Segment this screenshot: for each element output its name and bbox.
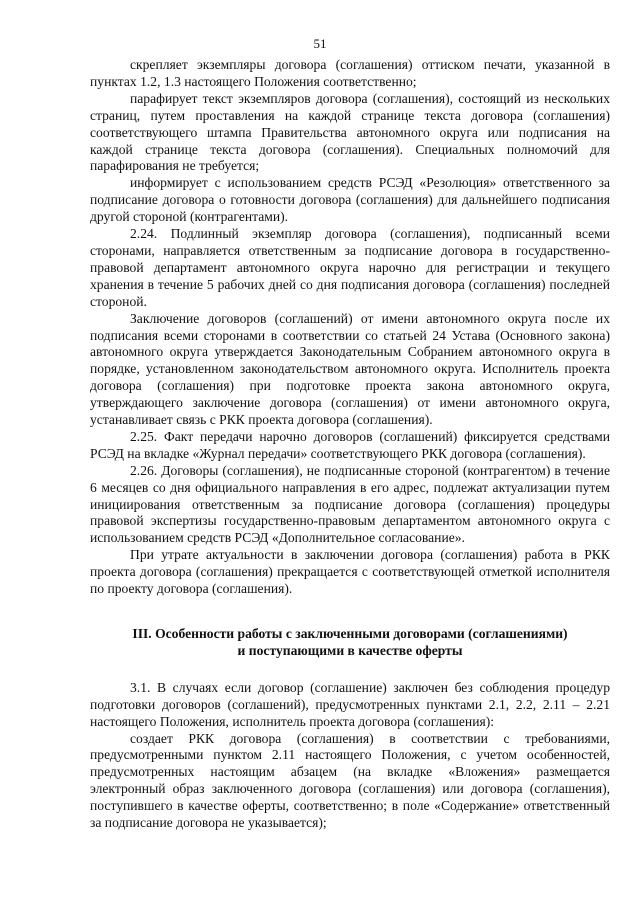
- section-heading-line: III. Особенности работы с заключенными договорами (соглашениями): [132, 626, 568, 641]
- paragraph: 3.1. В случаях если договор (соглашение) заключен без соблюдения процедур подготовки договоров (соглашений), предусмотренных пунктами 2.1, 2.2, 2.11 – 2.21 настоящего Положения, исполнитель проекта договора (соглашения):: [90, 679, 610, 729]
- paragraph: создает РКК договора (соглашения) в соответствии с требованиями, предусмотренными пунктом 2.11 настоящего Положения, с учетом особенностей, предусмотренных настоящим абзацем (на вкладке «Вложения» размещается электронный образ заключенного договора (соглашения) или договора (соглашения), поступившего в качестве оферты, соответственно; в поле «Содержание» ответственный за подписание договора не указывается);: [90, 730, 610, 831]
- document-body: [90, 57, 610, 832]
- paragraph: Заключение договоров (соглашений) от имени автономного округа после их подписания всеми сторонами в соответствии со статьей 24 Устава (Основного закона) автономного округа утверждается Законодательным Собранием автономного округа в порядке, установленном законодательством автономного округа. Исполнитель проекта договора (соглашения) при подготовке проекта закона автономного округа, утверждающего заключение договора (соглашения) от имени автономного округа, устанавливает связь с РКК проекта договора (соглашения).: [90, 310, 610, 428]
- paragraph: информирует с использованием средств РСЭД «Резолюция» ответственного за подписание договора о готовности договора (соглашения) для дальнейшего подписания другой стороной (контрагентами).: [90, 175, 610, 225]
- section-heading-line: и поступающими в качестве оферты: [237, 642, 463, 658]
- paragraph: 2.26. Договоры (соглашения), не подписанные стороной (контрагентом) в течение 6 месяцев со дня официального направления в его адрес, подлежат актуализации путем инициирования ответственным за подписание договора (соглашения) процедуры правовой экспертизы государственно-правовым департаментом автономного округа с использованием средств РСЭД «Дополнительное согласование».: [90, 462, 610, 546]
- paragraph: скрепляет экземпляры договора (соглашения) оттиском печати, указанной в пунктах 1.2, 1.3 настоящего Положения соответственно;: [90, 57, 610, 89]
- paragraph: При утрате актуальности в заключении договора (соглашения) работа в РКК проекта договора (соглашения) прекращается с соответствующей отметкой исполнителя по проекту договора (соглашения).: [90, 547, 610, 597]
- page-number: 51: [313, 36, 327, 51]
- paragraph: парафирует текст экземпляров договора (соглашения), состоящий из нескольких страниц, путем проставления на каждой странице текста договора (соглашения) соответствующего штампа Правительства автономного округа или подписания на каждой странице текста договора (соглашения). Специальных полномочий для парафирования не требуется;: [90, 90, 610, 174]
- paragraph: 2.24. Подлинный экземпляр договора (соглашения), подписанный всеми сторонами, направляется ответственным за подписание договора в государственно-правовой департамент автономного округа нарочно для регистрации и текущего хранения в течение 5 рабочих дней со дня подписания договора (соглашения) последней стороной.: [90, 226, 610, 309]
- paragraph: 2.25. Факт передачи нарочно договоров (соглашений) фиксируется средствами РСЭД на вкладке «Журнал передачи» соответствующего РКК договора (соглашения).: [90, 428, 610, 461]
- section-heading: [90, 626, 610, 660]
